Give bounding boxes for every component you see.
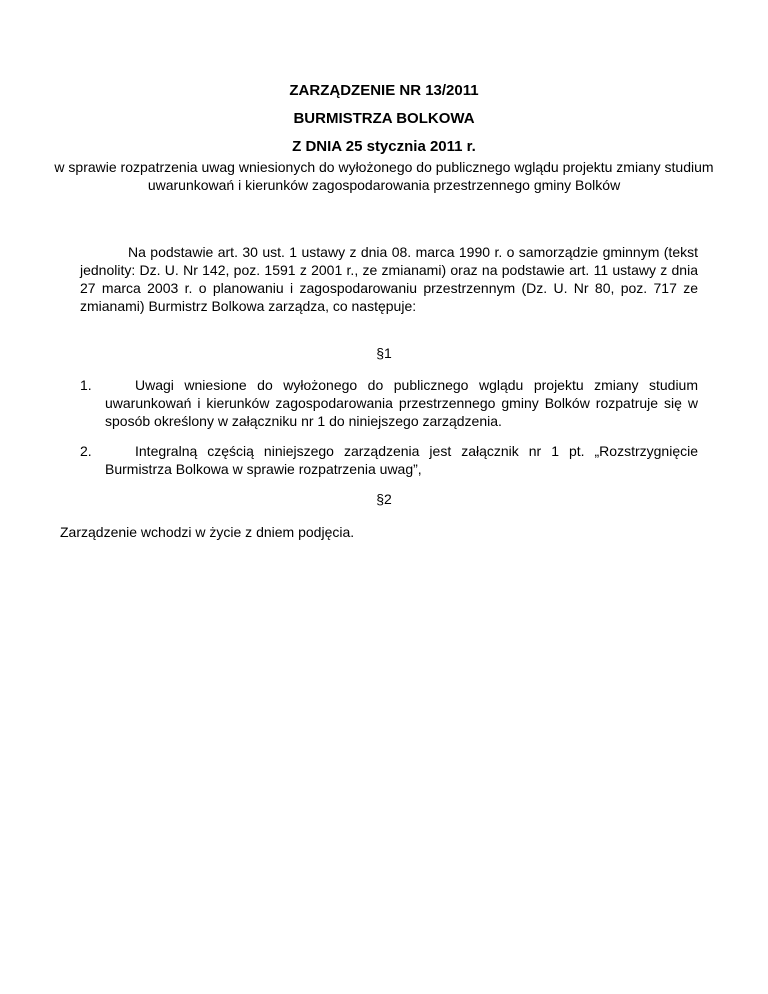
legal-basis-paragraph: Na podstawie art. 30 ust. 1 ustawy z dnia 08. marca 1990 r. o samorządzie gminnym (tekst jednolity: Dz. U. Nr 142, poz. 1591 z 2001 r., ze zmianami) oraz na podstawie art. 11 ustawy z dnia 27 marca 2003 r. o planowaniu i zagospodarowaniu przestrzennym (Dz. U. Nr 80, poz. 717 ze zmianami) Burmistrz Bolkowa zarządza, co następuje: bbox=[80, 244, 698, 314]
item-text: Uwagi wniesione do wyłożonego do publicznego wglądu projektu zmiany studium uwarunkowań i kierunków zagospodarowania przestrzennego gminy Bolków rozpatruje się w sposób określony w załączniku nr 1 do niniejszego zarządzenia. bbox=[105, 377, 698, 429]
item-number: 1. bbox=[80, 377, 92, 393]
section-2-text: Zarządzenie wchodzi w życie z dniem podjęcia. bbox=[60, 524, 355, 540]
section-1-item bbox=[80, 442, 698, 478]
section-1-symbol: §1 bbox=[376, 345, 392, 361]
item-number: 2. bbox=[80, 443, 92, 459]
section-2-symbol: §2 bbox=[376, 491, 392, 507]
document-date: Z DNIA 25 stycznia 2011 r. bbox=[292, 138, 476, 155]
issuer-title: BURMISTRZA BOLKOWA bbox=[293, 110, 475, 127]
document-subject: w sprawie rozpatrzenia uwag wniesionych do wyłożonego do publicznego wglądu projektu zmiany studium uwarunkowań i kierunków zagospodarowania przestrzennego gminy Bolków bbox=[54, 159, 714, 193]
document-title: ZARZĄDZENIE NR 13/2011 bbox=[289, 82, 479, 99]
item-text: Integralną częścią niniejszego zarządzenia jest załącznik nr 1 pt. „Rozstrzygnięcie Burmistrza Bolkowa w sprawie rozpatrzenia uwag”, bbox=[105, 443, 698, 477]
section-1-item bbox=[80, 376, 698, 430]
